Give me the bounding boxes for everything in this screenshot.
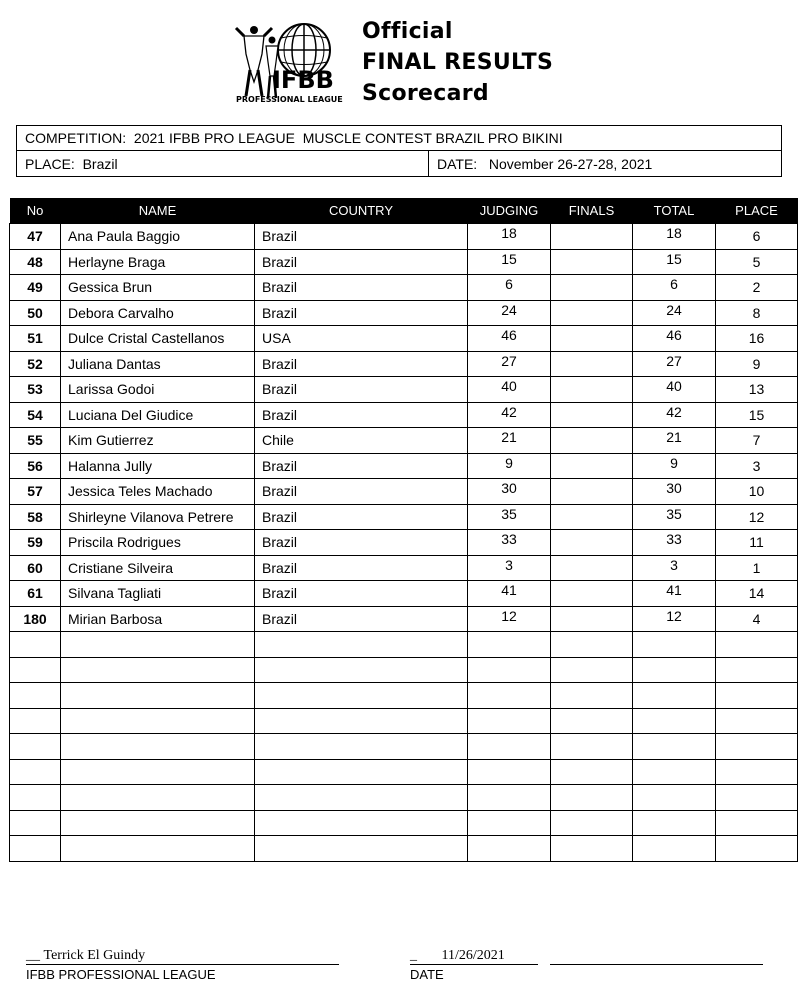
empty-cell-no (10, 785, 61, 811)
empty-cell-no (10, 810, 61, 836)
empty-cell-name (61, 657, 255, 683)
empty-cell-place (716, 632, 798, 658)
cell-judging: 12 (468, 606, 551, 632)
cell-finals (551, 581, 633, 607)
cell-total: 6 (633, 275, 716, 301)
ifbb-logo (232, 20, 350, 104)
cell-name: Jessica Teles Machado (61, 479, 255, 505)
table-row (10, 428, 798, 454)
signature-underline (26, 964, 339, 965)
cell-finals (551, 377, 633, 403)
cell-finals (551, 402, 633, 428)
empty-cell-total (633, 632, 716, 658)
cell-place: 8 (716, 300, 798, 326)
empty-cell-finals (551, 836, 633, 862)
cell-no: 54 (10, 402, 61, 428)
empty-cell-total (633, 810, 716, 836)
cell-name: Debora Carvalho (61, 300, 255, 326)
cell-name: Mirian Barbosa (61, 606, 255, 632)
empty-cell-no (10, 708, 61, 734)
date-value: November 26-27-28, 2021 (488, 156, 653, 172)
place-value: Brazil (82, 156, 118, 172)
cell-total: 40 (633, 377, 716, 403)
cell-place: 3 (716, 453, 798, 479)
cell-judging: 27 (468, 351, 551, 377)
empty-cell-name (61, 759, 255, 785)
empty-cell-judging (468, 708, 551, 734)
empty-table-row (10, 836, 798, 862)
cell-judging: 35 (468, 504, 551, 530)
cell-no: 60 (10, 555, 61, 581)
table-row (10, 275, 798, 301)
cell-place: 12 (716, 504, 798, 530)
cell-no: 52 (10, 351, 61, 377)
cell-place: 2 (716, 275, 798, 301)
empty-cell-total (633, 657, 716, 683)
cell-country: Brazil (255, 530, 468, 556)
empty-cell-no (10, 632, 61, 658)
cell-country: Brazil (255, 377, 468, 403)
cell-place: 13 (716, 377, 798, 403)
empty-cell-judging (468, 785, 551, 811)
cell-no: 48 (10, 249, 61, 275)
empty-cell-name (61, 785, 255, 811)
column-header-judging: JUDGING (468, 198, 551, 224)
cell-finals (551, 504, 633, 530)
cell-total: 46 (633, 326, 716, 352)
empty-cell-judging (468, 632, 551, 658)
cell-finals (551, 428, 633, 454)
empty-cell-no (10, 734, 61, 760)
cell-no: 180 (10, 606, 61, 632)
empty-cell-place (716, 657, 798, 683)
column-header-finals: FINALS (551, 198, 633, 224)
cell-judging: 42 (468, 402, 551, 428)
cell-country: Brazil (255, 504, 468, 530)
empty-cell-name (61, 708, 255, 734)
empty-cell-no (10, 657, 61, 683)
cell-total: 33 (633, 530, 716, 556)
cell-finals (551, 249, 633, 275)
cell-total: 24 (633, 300, 716, 326)
empty-cell-judging (468, 759, 551, 785)
table-row (10, 224, 798, 250)
empty-cell-place (716, 683, 798, 709)
cell-place: 5 (716, 249, 798, 275)
empty-cell-country (255, 657, 468, 683)
cell-finals (551, 351, 633, 377)
competition-row (17, 126, 781, 151)
empty-cell-finals (551, 632, 633, 658)
cell-judging: 15 (468, 249, 551, 275)
column-header-total: TOTAL (633, 198, 716, 224)
logo-main-text: IFBB (272, 66, 334, 94)
cell-country: Brazil (255, 300, 468, 326)
cell-total: 3 (633, 555, 716, 581)
empty-cell-country (255, 785, 468, 811)
date-underline (410, 964, 538, 965)
date-footer-label: DATE (410, 967, 444, 982)
cell-total: 30 (633, 479, 716, 505)
cell-place: 9 (716, 351, 798, 377)
cell-name: Shirleyne Vilanova Petrere (61, 504, 255, 530)
empty-cell-judging (468, 657, 551, 683)
date-prefix: _ (410, 948, 417, 963)
table-row (10, 326, 798, 352)
cell-finals (551, 300, 633, 326)
empty-table-row (10, 708, 798, 734)
cell-place: 11 (716, 530, 798, 556)
empty-cell-country (255, 683, 468, 709)
empty-cell-finals (551, 683, 633, 709)
cell-place: 15 (716, 402, 798, 428)
cell-country: Brazil (255, 224, 468, 250)
cell-place: 1 (716, 555, 798, 581)
cell-country: Brazil (255, 606, 468, 632)
cell-name: Larissa Godoi (61, 377, 255, 403)
cell-no: 51 (10, 326, 61, 352)
table-row (10, 377, 798, 403)
cell-total: 27 (633, 351, 716, 377)
empty-cell-place (716, 836, 798, 862)
cell-judging: 33 (468, 530, 551, 556)
table-row (10, 479, 798, 505)
signature-line (26, 948, 145, 964)
empty-table-row (10, 810, 798, 836)
table-row (10, 606, 798, 632)
empty-cell-name (61, 836, 255, 862)
empty-cell-total (633, 836, 716, 862)
table-row (10, 504, 798, 530)
results-body (10, 224, 798, 862)
empty-cell-no (10, 683, 61, 709)
cell-country: Brazil (255, 402, 468, 428)
cell-place: 4 (716, 606, 798, 632)
column-header-place: PLACE (716, 198, 798, 224)
date-cell (429, 151, 652, 177)
cell-total: 35 (633, 504, 716, 530)
cell-no: 55 (10, 428, 61, 454)
cell-total: 42 (633, 402, 716, 428)
empty-cell-judging (468, 734, 551, 760)
cell-finals (551, 530, 633, 556)
empty-cell-total (633, 734, 716, 760)
cell-place: 14 (716, 581, 798, 607)
cell-no: 61 (10, 581, 61, 607)
signature-date: 11/26/2021 (441, 948, 505, 963)
table-row (10, 300, 798, 326)
cell-finals (551, 224, 633, 250)
empty-cell-total (633, 683, 716, 709)
empty-cell-place (716, 810, 798, 836)
cell-judging: 24 (468, 300, 551, 326)
table-row (10, 555, 798, 581)
table-row (10, 453, 798, 479)
cell-no: 49 (10, 275, 61, 301)
column-header-name: NAME (61, 198, 255, 224)
place-cell (17, 151, 118, 177)
cell-judging: 18 (468, 224, 551, 250)
table-row (10, 402, 798, 428)
empty-cell-country (255, 836, 468, 862)
cell-finals (551, 606, 633, 632)
empty-cell-finals (551, 785, 633, 811)
empty-cell-finals (551, 810, 633, 836)
cell-total: 41 (633, 581, 716, 607)
cell-place: 6 (716, 224, 798, 250)
cell-place: 7 (716, 428, 798, 454)
empty-cell-finals (551, 657, 633, 683)
empty-cell-country (255, 632, 468, 658)
cell-total: 9 (633, 453, 716, 479)
cell-name: Dulce Cristal Castellanos (61, 326, 255, 352)
cell-judging: 6 (468, 275, 551, 301)
empty-cell-name (61, 810, 255, 836)
signature-name: Terrick El Guindy (43, 948, 146, 963)
cell-no: 47 (10, 224, 61, 250)
empty-cell-finals (551, 759, 633, 785)
empty-cell-name (61, 683, 255, 709)
column-header-no: No (10, 198, 61, 224)
cell-name: Herlayne Braga (61, 249, 255, 275)
cell-country: Brazil (255, 453, 468, 479)
cell-judging: 3 (468, 555, 551, 581)
empty-table-row (10, 785, 798, 811)
cell-finals (551, 453, 633, 479)
empty-cell-place (716, 759, 798, 785)
signature-prefix: __ (26, 948, 40, 963)
empty-cell-no (10, 759, 61, 785)
cell-judging: 41 (468, 581, 551, 607)
cell-total: 21 (633, 428, 716, 454)
cell-country: USA (255, 326, 468, 352)
table-row (10, 249, 798, 275)
cell-name: Gessica Brun (61, 275, 255, 301)
cell-judging: 46 (468, 326, 551, 352)
cell-finals (551, 326, 633, 352)
empty-cell-finals (551, 708, 633, 734)
cell-name: Juliana Dantas (61, 351, 255, 377)
empty-cell-country (255, 759, 468, 785)
extra-underline (550, 964, 763, 965)
empty-table-row (10, 632, 798, 658)
cell-country: Chile (255, 428, 468, 454)
cell-name: Silvana Tagliati (61, 581, 255, 607)
cell-name: Luciana Del Giudice (61, 402, 255, 428)
table-row (10, 581, 798, 607)
title-line-final-results: FINAL RESULTS (362, 50, 554, 75)
cell-country: Brazil (255, 351, 468, 377)
cell-name: Priscila Rodrigues (61, 530, 255, 556)
cell-no: 59 (10, 530, 61, 556)
cell-name: Kim Gutierrez (61, 428, 255, 454)
competition-cell (17, 126, 563, 150)
empty-cell-no (10, 836, 61, 862)
cell-no: 50 (10, 300, 61, 326)
empty-table-row (10, 759, 798, 785)
cell-no: 57 (10, 479, 61, 505)
table-row (10, 351, 798, 377)
cell-total: 15 (633, 249, 716, 275)
cell-name: Cristiane Silveira (61, 555, 255, 581)
empty-cell-judging (468, 836, 551, 862)
column-header-country: COUNTRY (255, 198, 468, 224)
empty-cell-total (633, 708, 716, 734)
cell-finals (551, 275, 633, 301)
cell-judging: 9 (468, 453, 551, 479)
cell-judging: 30 (468, 479, 551, 505)
cell-judging: 40 (468, 377, 551, 403)
competition-value: 2021 IFBB PRO LEAGUE MUSCLE CONTEST BRAZIL PRO BIKINI (133, 130, 563, 146)
competition-info-box (16, 125, 782, 177)
cell-country: Brazil (255, 275, 468, 301)
logo-sub-text: PROFESSIONAL LEAGUE (236, 95, 343, 104)
cell-country: Brazil (255, 249, 468, 275)
empty-table-row (10, 657, 798, 683)
empty-cell-finals (551, 734, 633, 760)
cell-finals (551, 479, 633, 505)
date-signature-line (410, 948, 505, 964)
cell-total: 18 (633, 224, 716, 250)
competition-label: COMPETITION: (25, 130, 127, 146)
title-line-official: Official (362, 19, 453, 44)
empty-table-row (10, 734, 798, 760)
empty-cell-name (61, 734, 255, 760)
empty-cell-place (716, 708, 798, 734)
empty-cell-country (255, 708, 468, 734)
place-label: PLACE: (25, 156, 75, 172)
cell-finals (551, 555, 633, 581)
place-date-row (17, 151, 781, 177)
cell-country: Brazil (255, 555, 468, 581)
empty-cell-judging (468, 810, 551, 836)
empty-cell-country (255, 810, 468, 836)
empty-cell-total (633, 785, 716, 811)
results-table (9, 198, 798, 862)
cell-no: 58 (10, 504, 61, 530)
table-header-row (10, 198, 798, 224)
scorecard-title (362, 16, 553, 109)
org-label: IFBB PROFESSIONAL LEAGUE (26, 967, 216, 982)
cell-total: 12 (633, 606, 716, 632)
cell-name: Halanna Jully (61, 453, 255, 479)
empty-cell-place (716, 734, 798, 760)
title-line-scorecard: Scorecard (362, 81, 489, 106)
empty-cell-place (716, 785, 798, 811)
cell-no: 56 (10, 453, 61, 479)
cell-name: Ana Paula Baggio (61, 224, 255, 250)
empty-cell-judging (468, 683, 551, 709)
cell-place: 16 (716, 326, 798, 352)
date-label: DATE: (437, 156, 478, 172)
empty-table-row (10, 683, 798, 709)
cell-place: 10 (716, 479, 798, 505)
empty-cell-total (633, 759, 716, 785)
cell-country: Brazil (255, 479, 468, 505)
cell-country: Brazil (255, 581, 468, 607)
table-row (10, 530, 798, 556)
cell-judging: 21 (468, 428, 551, 454)
empty-cell-country (255, 734, 468, 760)
cell-no: 53 (10, 377, 61, 403)
empty-cell-name (61, 632, 255, 658)
